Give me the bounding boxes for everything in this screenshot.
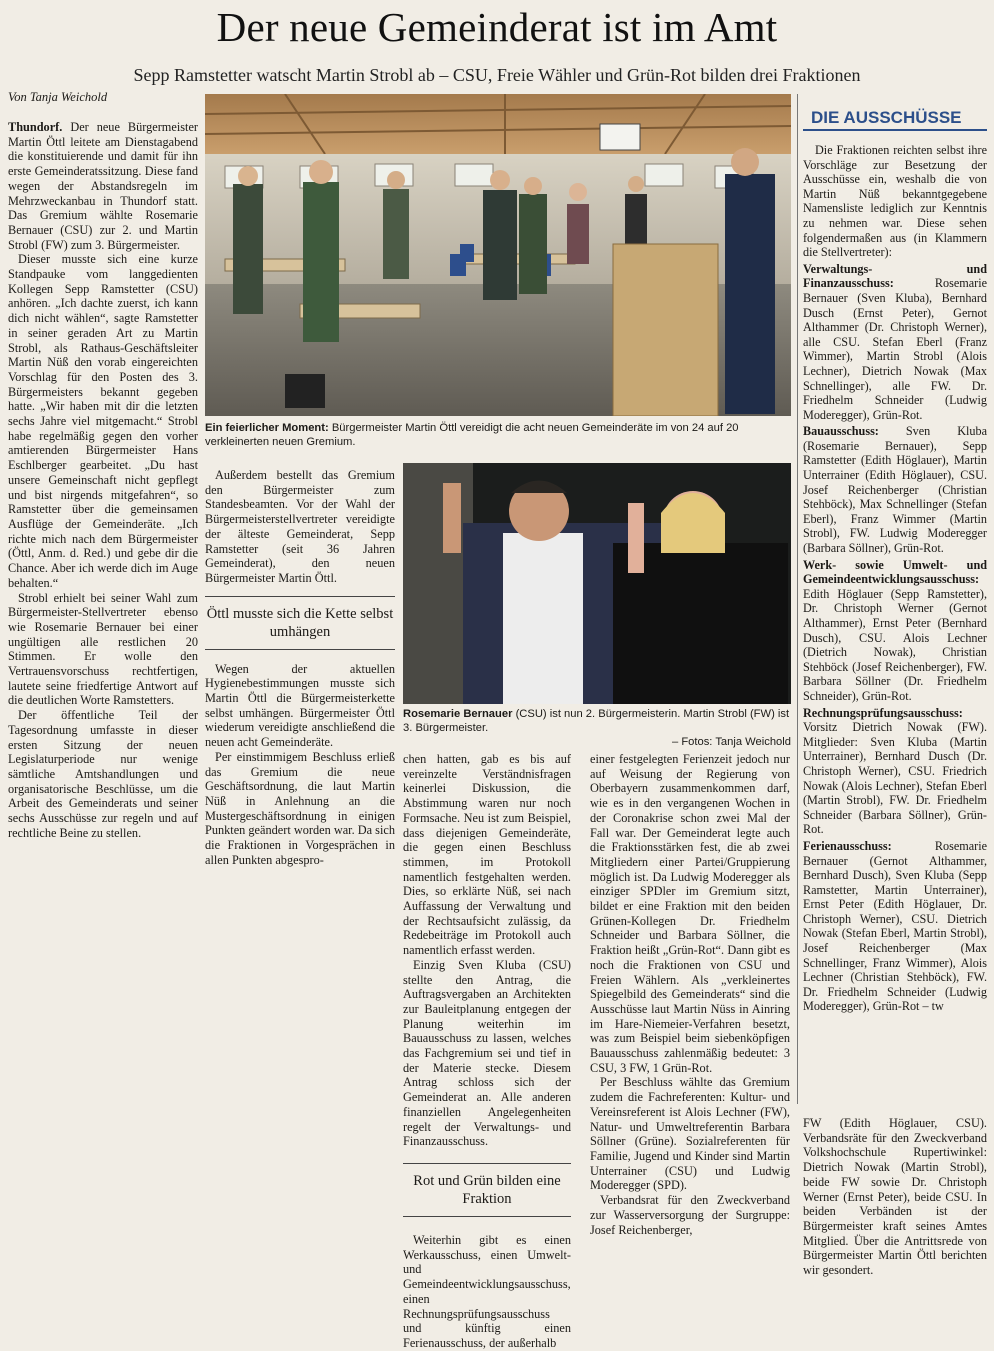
paragraph: Der öffentliche Teil der Tagesordnung umfasste in dieser ersten Sitzung der neuen Legislaturperiode nur wenige sämtliche Amtshandlungen und organisatorische Beschlüsse, um die Arbeit des Gemeinderats und seiner sechs Ausschüsse zur regeln und auf rechtliche Beine zu stellen. — [8, 708, 198, 840]
paragraph: einer festgelegten Ferienzeit jedoch nur auf Weisung der Regierung von Oberbayern zusammenkommen darf, wie es in den vergangenen Wochen in der Coronakrise schon zwei Mal der Fall war. Der Gemeinderat legte auch die Fraktionsstärken fest, die ab zwei Mitgliedern einer Partei/Gruppierung möglich ist. Da Ludwig Moderegger als einziger SPDler im Gremium sitzt, bildet er eine Fraktion mit den beiden Grünen-Kollegen Dr. Friedhelm Schneider und Barbara Söllner, die Fraktion heißt „Grün-Rot“. Dann gibt es noch die Fraktionen von CSU und Freien Wählern. Als „verkleinertes Spiegelbild des Gemeinderats“ sind die Ausschüsse laut Martin Nüss in Ainring im Hare-Niemeier-Verfahren besetzt, was zum Beispiel beim siebenköpfigen Bauausschuss zahlenmäßig bedeutet: 3 CSU, 3 FW, 1 Grün-Rot. — [590, 752, 790, 1075]
committee-name: Verwaltungs- und Finanzausschuss: — [803, 261, 987, 291]
column-divider — [797, 94, 798, 1104]
committee-entry — [803, 262, 987, 423]
byline: Von Tanja Weichold — [8, 90, 108, 104]
paragraph: Außerdem bestellt das Gremium den Bürgermeister zum Standesbeamten. Vor der Wahl der Bürgermeisterstellvertreter vereidigte der älteste Gemeinderat, Sepp Ramstetter (seit 36 Jahren Gemeinderat), den neuen Bürgermeister Martin Öttl. — [205, 468, 395, 585]
caption-lead: Ein feierlicher Moment: — [205, 422, 329, 434]
sidebar-title: DIE AUSSCHÜSSE — [803, 107, 987, 131]
article-column-5-tail — [803, 1116, 987, 1278]
article-column-4 — [590, 752, 790, 1237]
subheadline: Sepp Ramstetter watscht Martin Strobl ab – CSU, Freie Wähler und Grün-Rot bilden drei Fraktionen — [133, 65, 861, 85]
subhead-fraction: Rot und Grün bilden eine Fraktion — [403, 1163, 571, 1217]
committee-entry — [803, 558, 987, 704]
sidebar-intro: Die Fraktionen reichten selbst ihre Vorschläge zur Besetzung der Ausschüsse ein, weshalb die von Martin Nüß bekanntgegebene Namensliste lediglich zur Kenntnis zu nehmen war. Diese sehen folgendermaßen aus (in Klammern die Stellvertreter): — [803, 143, 987, 260]
sidebar-body — [803, 143, 987, 1014]
committee-entry — [803, 839, 987, 1014]
photo-illustration — [403, 463, 791, 704]
caption-text: Bürgermeister Martin Öttl vereidigt die acht neuen Gemeinderäte im von 24 auf 20 verkleinerten neuen Gremium. — [205, 422, 739, 448]
sidebar-committees — [803, 107, 987, 1014]
paragraph: Strobl erhielt bei seiner Wahl zum Bürgermeister-Stellvertreter ebenso wie Rosemarie Bernauer bei einer ungültigen alle restlichen 20 Stimmen. Er wolle den Vertrauensvorschuss rechtfertigen, lautete seine friedfertige Antwort auf die deutlichen Worte Ramstetters. — [8, 590, 198, 708]
committee-members: Rosemarie Bernauer (Sven Kluba), Bernhard Dusch (Ernst Peter), Gernot Althammer (Dr. Christoph Werner), alle CSU. Stefan Eberl (Franz Wimmer), Martin Strobl (Alois Lechner), Dietrich Nowak (Max Schnellinger), alle FW. Dr. Friedhelm Schneider (Ludwig Moderegger), Grün-Rot. — [803, 276, 987, 422]
committee-members: Rosemarie Bernauer (Gernot Althammer, Bernhard Dusch), Sven Kluba (Sepp Ramstetter, Martin Unterrainer), Ernst Peter (Edith Höglauer, Dr. Christoph Werner), CSU. Dietrich Nowak (Stefan Eberl, Martin Strobl), Josef Reichenberger (Max Schnellinger, Franz Wimmer), Alois Lechner (Christian Stehböck), FW. Dr. Friedhelm Schneider (Ludwig Moderegger), Grün-Rot — [803, 838, 987, 1014]
paragraph: Verbandsrat für den Zweckverband zur Wasserversorgung der Surgruppe: Josef Reichenberger, — [590, 1193, 790, 1237]
paragraph — [8, 120, 198, 252]
author-mark: – tw — [922, 999, 944, 1014]
photo-illustration — [205, 94, 791, 416]
subhead-chain: Öttl musste sich die Kette selbst umhängen — [205, 596, 395, 650]
committee-entry — [803, 706, 987, 837]
photo-caption-1 — [205, 421, 791, 449]
committee-members: Vorsitz Dietrich Nowak (FW). Mitglieder: Sven Kluba (Martin Unterrainer), Bernhard Dusch (Dr. Christoph Werner), CSU. Friedrich Nowak (Alois Lechner), Stefan Eberl (Martin Strobl), FW. Dr. Friedhelm Schneider (Barbara Söllner), Grün-Rot. — [803, 720, 987, 837]
committee-name: Rechnungsprüfungsausschuss: — [803, 705, 963, 720]
photo-deputy-mayors — [403, 463, 791, 704]
paragraph-text: Der neue Bürgermeister Martin Öttl leitete am Dienstagabend die konstituierende und damit für ihn erste Gemeinderatssitzung. Diese fand wegen der Abstandsregeln im Mehrzweckanbau in Thundorf statt. Das Gremium wählte Rosemarie Bernauer (CSU) zur 2. und Martin Strobl (FW) zum 3. Bürgermeister. — [8, 120, 198, 252]
article-column-1 — [8, 120, 198, 840]
photo-credit: – Fotos: Tanja Weichold — [672, 736, 791, 748]
committee-members: Edith Höglauer (Sepp Ramstetter), Dr. Christoph Werner (Gernot Althammer), Ernst Peter (Bernhard Dusch), CSU. Alois Lechner (Dietrich Nowak), Christian Stehböck (Josef Reichenberger), FW. Barbara Söllner (Dr. Friedhelm Schneider), Grün-Rot. — [803, 586, 987, 703]
paragraph: chen hatten, gab es bis auf vereinzelte Verständnisfragen keinerlei Diskussion, die Abstimmung waren nur noch Formsache. Neu ist zum Beispiel, dass diejenigen Gemeinderäte, die gegen einen Beschluss stimmen, im Protokoll namentlich festgehalten werden. Dies, so erklärte Nüß, sei nach Auffassung der Verwaltung und der Rechtsaufsicht zulässig, da Redebeiträge im Protokoll auch namentlich erfasst werden. — [403, 752, 571, 958]
committee-members: Sven Kluba (Rosemarie Bernauer), Sepp Ramstetter (Edith Höglauer), Martin Unterrainer (Edith Höglauer), CSU. Josef Reichenberger (Christian Stehböck), Max Schnellinger (Stefan Eberl), Franz Wimmer (Martin Strobl), FW. Ludwig Moderegger (Barbara Söllner), Grün-Rot. — [803, 424, 987, 556]
paragraph: Weiterhin gibt es einen Werkausschuss, einen Umwelt- und Gemeindeentwicklungsausschuss, einen Rechnungsprüfungsausschuss und künftig einen Ferienausschuss, der außerhalb — [403, 1232, 571, 1350]
lead-place: Thundorf. — [8, 120, 63, 134]
caption-lead: Rosemarie Bernauer — [403, 708, 513, 720]
committee-entry — [803, 424, 987, 555]
article-column-2 — [205, 468, 395, 867]
caption-text: (CSU) ist nun 2. Bürgermeisterin. Martin Strobl (FW) ist 3. Bürgermeister. — [403, 708, 790, 734]
paragraph: Dieser musste sich eine kurze Standpauke vom langgedienten Kollegen Sepp Ramstetter (CSU) anhören. „Ich dachte zuerst, ich kann dich nicht wählen“, sagte Ramstetter in seiner geraden Art zu Martin Strobl, als Rathaus-Geschäftsleiter Martin Nüß den vorab eingereichten Vorschlag für den Posten des 3. Bürgermeisters bekannt gegeben hatte. „Wir haben mit dir die letzten sechs Jahre viel mitgemacht.“ Strobl habe regelmäßig gegen den vorher amtierenden Bürgermeister Hans Eschlberger gearbeitet. „Du hast unsere Gemeinschaft nicht gepflegt und bist nirgends mitgefahren“, so Ramstetter über die gemeinsamen Ausflüge der Gemeinderäte. „Ich richte mich nach dem Bürgermeister (Öttl, Anm. d. Red.) und gebe dir die Chance. Aber ich werde dich im Auge behalten.“ — [8, 252, 198, 590]
paragraph: Per Beschluss wählte das Gremium zudem die Fachreferenten: Kultur- und Vereinsreferent ist Alois Lechner (FW), Natur- und Umweltreferentin Barbara Söllner (Grüne). Sozialreferenten für Familie, Jugend und Kinder sind Martin Unterrainer (CSU) und Ludwig Moderegger (SPD). — [590, 1075, 790, 1193]
committee-name: Ferienausschuss: — [803, 838, 892, 853]
article-column-3 — [403, 752, 571, 1351]
committee-name: Werk- sowie Umwelt- und Gemeindeentwicklungsausschuss: — [803, 557, 987, 587]
photo-council-oath — [205, 94, 791, 416]
photo-caption-2 — [403, 707, 791, 749]
paragraph: Wegen der aktuellen Hygienebestimmungen musste sich Martin Öttl die Bürgermeisterkette selbst umhängen. Bürgermeister Öttl wiederum vereidigte anschließend die neuen acht Gemeinderäte. — [205, 661, 395, 750]
paragraph: FW (Edith Höglauer, CSU). Verbandsräte für den Zweckverband Volkshochschule Rupertiwinkel: Dietrich Nowak (Martin Strobl), beide FW sowie Dr. Christoph Werner (Ernst Peter), beide CSU. In beiden Verbänden ist der Bürgermeister kraft seines Amtes Mitglied. Über die Antrittsrede von Bürgermeister Martin Öttl berichten wir gesondert. — [803, 1116, 987, 1278]
paragraph: Per einstimmigem Beschluss erließ das Gremium die neue Geschäftsordnung, die laut Martin Nüß in Anlehnung an die Mustergeschäftsordnung in einigen Punkten geändert worden war. Da sich die Fraktionen in Vorgesprächen in allen Punkten abgespro- — [205, 749, 395, 867]
headline: Der neue Gemeinderat ist im Amt — [216, 4, 778, 50]
committee-name: Bauausschuss: — [803, 424, 879, 439]
paragraph: Einzig Sven Kluba (CSU) stellte den Antrag, die Auftragsvergaben an Architekten zur Bauleitplanung entgegen der Planung weiterhin im Bauausschuss zu lassen, welches das Fachgremium sei und tief in der Materie stecke. Diesem Antrag schloss sich der Gemeinderat an. Alle anderen finanziellen Angelegenheiten regelt der Verwaltungs- und Finanzausschuss. — [403, 957, 571, 1149]
